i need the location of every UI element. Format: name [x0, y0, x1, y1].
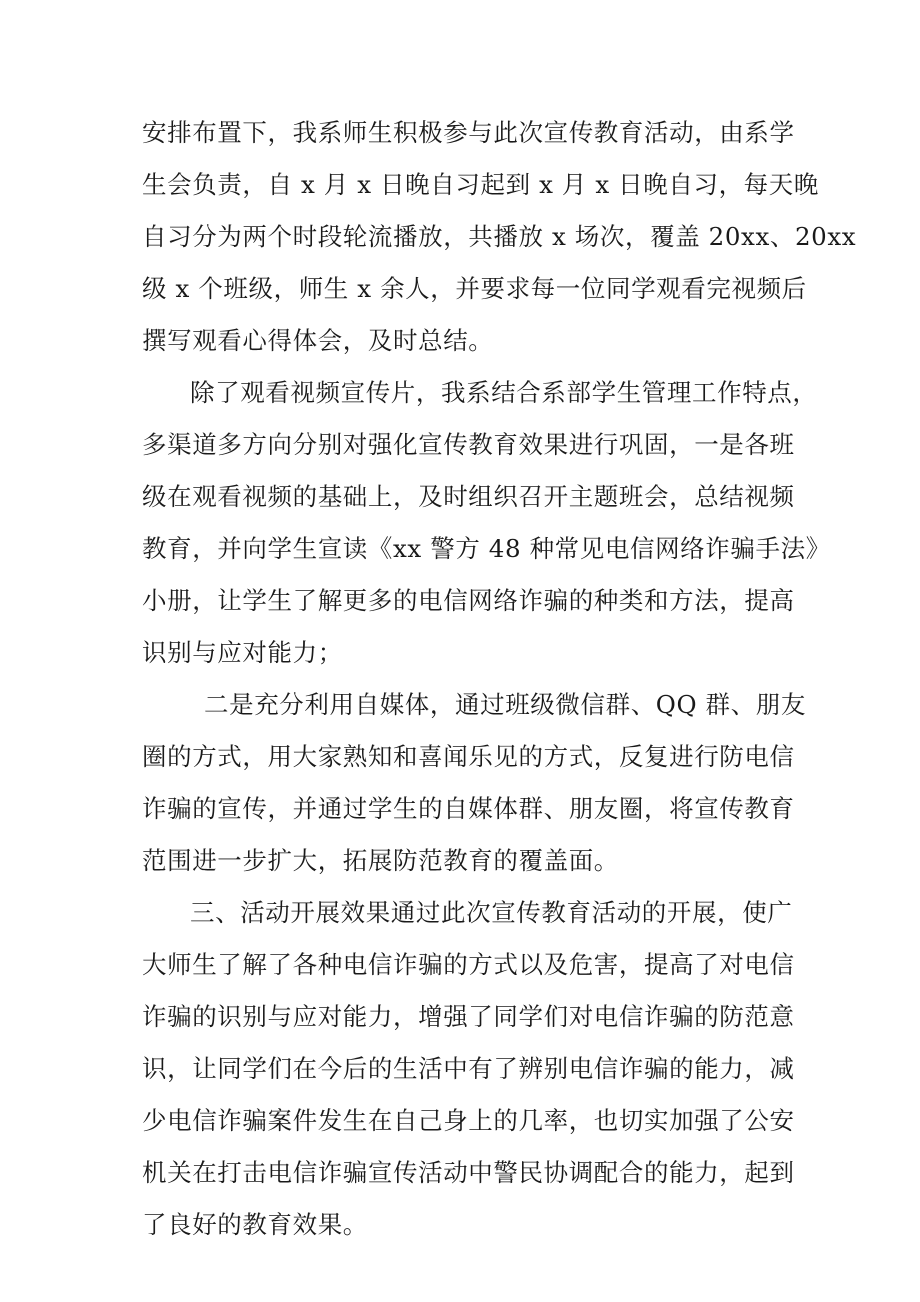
text-line: 安排布置下，我系师生积极参与此次宣传教育活动，由系学 [142, 118, 795, 147]
text-line: 撰写观看心得体会，及时总结。 [142, 326, 494, 355]
text-line: 诈骗的识别与应对能力，增强了同学们对电信诈骗的防范意 [142, 1002, 795, 1031]
text-line: 生会负责，自 x 月 x 日晚自习起到 x 月 x 日晚自习，每天晚 [142, 170, 819, 199]
text-line: 级 x 个班级，师生 x 余人，并要求每一位同学观看完视频后 [142, 274, 807, 303]
text-line: 机关在打击电信诈骗宣传活动中警民协调配合的能力，起到 [142, 1158, 795, 1187]
text-line: 圈的方式，用大家熟知和喜闻乐见的方式，反复进行防电信 [142, 742, 795, 771]
text-line: 诈骗的宣传，并通过学生的自媒体群、朋友圈，将宣传教育 [142, 794, 795, 823]
text-line: 除了观看视频宣传片，我系结合系部学生管理工作特点， [190, 378, 818, 407]
text-line: 识别与应对能力； [142, 638, 343, 667]
text-line: 级在观看视频的基础上，及时组织召开主题班会，总结视频 [142, 482, 795, 511]
text-line: 少电信诈骗案件发生在自己身上的几率，也切实加强了公安 [142, 1106, 795, 1135]
text-line: 小册，让学生了解更多的电信网络诈骗的种类和方法，提高 [142, 586, 795, 615]
text-line: 了良好的教育效果。 [142, 1210, 368, 1239]
text-line: 识，让同学们在今后的生活中有了辨别电信诈骗的能力，减 [142, 1054, 795, 1083]
text-line: 教育，并向学生宣读《xx 警方 48 种常见电信网络诈骗手法》 [142, 534, 831, 563]
text-line: 范围进一步扩大，拓展防范教育的覆盖面。 [142, 846, 619, 875]
text-line: 三、活动开展效果通过此次宣传教育活动的开展，使广 [190, 898, 793, 927]
text-line: 自习分为两个时段轮流播放，共播放 x 场次，覆盖 20xx、20xx [142, 222, 857, 251]
text-line: 多渠道多方向分别对强化宣传教育效果进行巩固，一是各班 [142, 430, 795, 459]
text-line: 大师生了解了各种电信诈骗的方式以及危害，提高了对电信 [142, 950, 795, 979]
text-line: 二是充分利用自媒体，通过班级微信群、QQ 群、朋友 [204, 690, 806, 719]
